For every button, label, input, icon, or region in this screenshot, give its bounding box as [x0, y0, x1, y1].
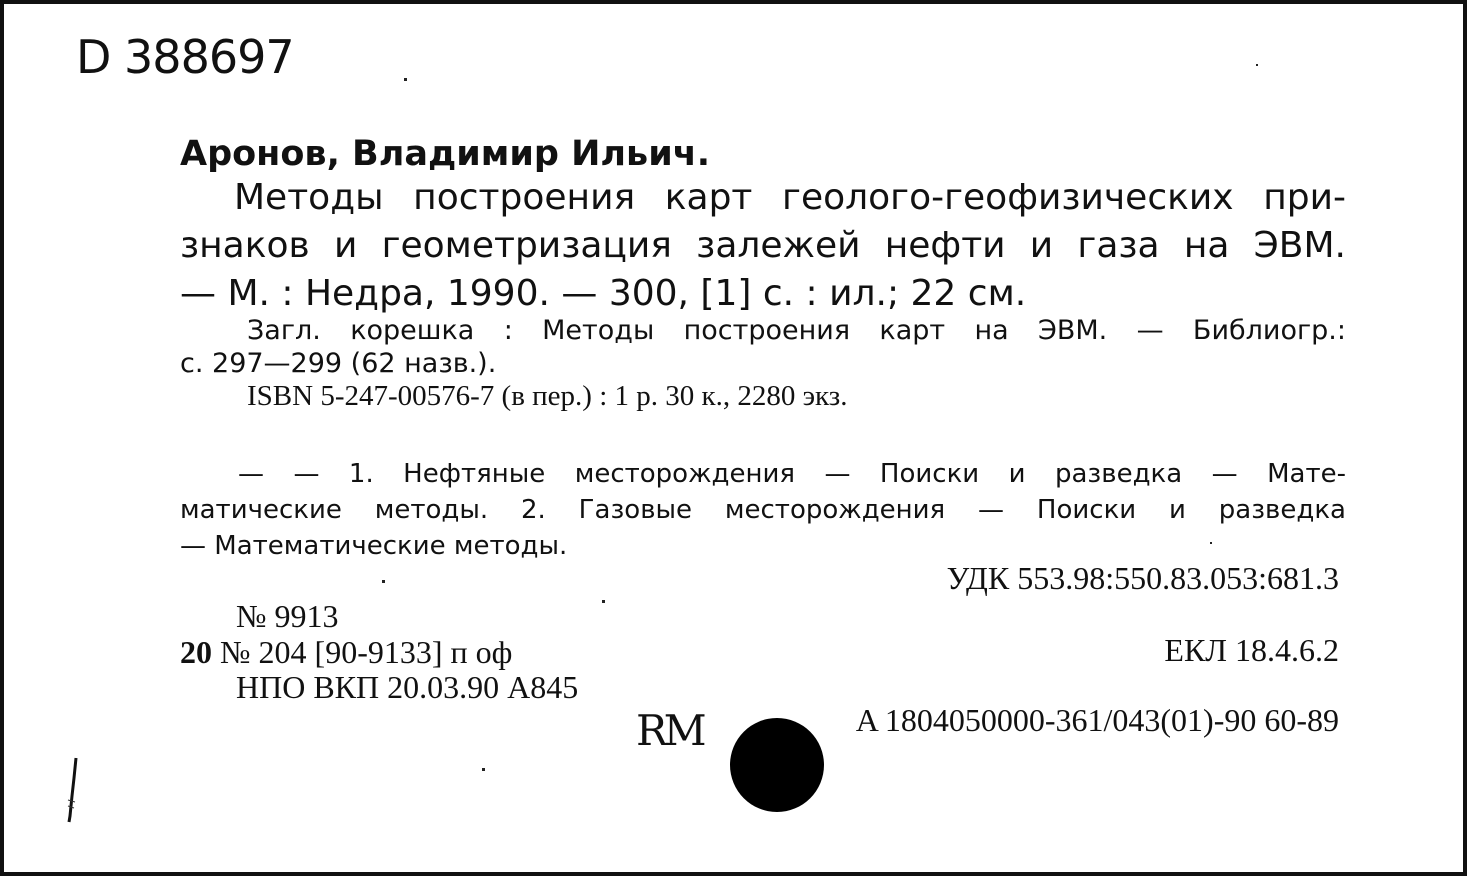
title-line-2: знаков и геометризация залежей нефти и газа на ЭВМ.: [180, 225, 1346, 266]
order-prefix: 20: [180, 634, 212, 670]
speck-dot: [482, 768, 485, 771]
subject-line-2: матические методы. 2. Газовые месторождения — Поиски и разведка: [180, 495, 1346, 525]
classification-code: [856, 704, 1339, 736]
author-heading: Аронов, Владимир Ильич.: [180, 134, 711, 174]
pencil-mark-icon: [66, 756, 80, 824]
subject-line-3: — Математические методы.: [180, 531, 568, 561]
speck-dot: [404, 78, 407, 81]
spine-title-note: Загл. корешка : Методы построения карт на ЭВМ. — Библиогр.:: [247, 315, 1346, 346]
subject-line-1: — — 1. Нефтяные месторождения — Поиски и разведка — Мате-: [238, 459, 1346, 489]
npo-line: НПО ВКП 20.03.90 А845: [236, 669, 579, 705]
speck-dot: [382, 580, 385, 583]
speck-dot: [1210, 542, 1212, 544]
order-details: № 204 [90-9133] п оф: [220, 634, 513, 670]
rm-mark: RM: [636, 706, 703, 755]
udc-code: УДК 553.98:550.83.053:681.3: [946, 560, 1339, 596]
title-block: [180, 174, 1346, 318]
speck-dot: [602, 600, 605, 603]
ekl-code: ЕКЛ 18.4.6.2: [1164, 632, 1339, 668]
speck-dot: [1256, 64, 1258, 66]
subject-headings: [180, 456, 1346, 564]
classification-number: 1804050000-361/043(01)-90 60-89: [884, 702, 1339, 738]
bibliography-note: с. 297—299 (62 назв.).: [180, 348, 497, 379]
order-line: [180, 636, 512, 668]
card-number: № 9913: [236, 598, 339, 634]
isbn-line: ISBN 5-247-00576-7 (в пер.) : 1 р. 30 к., 2280 экз.: [247, 380, 848, 412]
title-line-3: — М. : Недра, 1990. — 300, [1] с. : ил.; 22 см.: [180, 273, 1027, 314]
punch-hole: [730, 718, 824, 812]
call-number: D 388697: [76, 30, 294, 84]
classification-letter: А: [855, 702, 879, 738]
title-line-1: Методы построения карт геолого-геофизических при-: [234, 177, 1346, 218]
notes-block: [180, 314, 1346, 413]
